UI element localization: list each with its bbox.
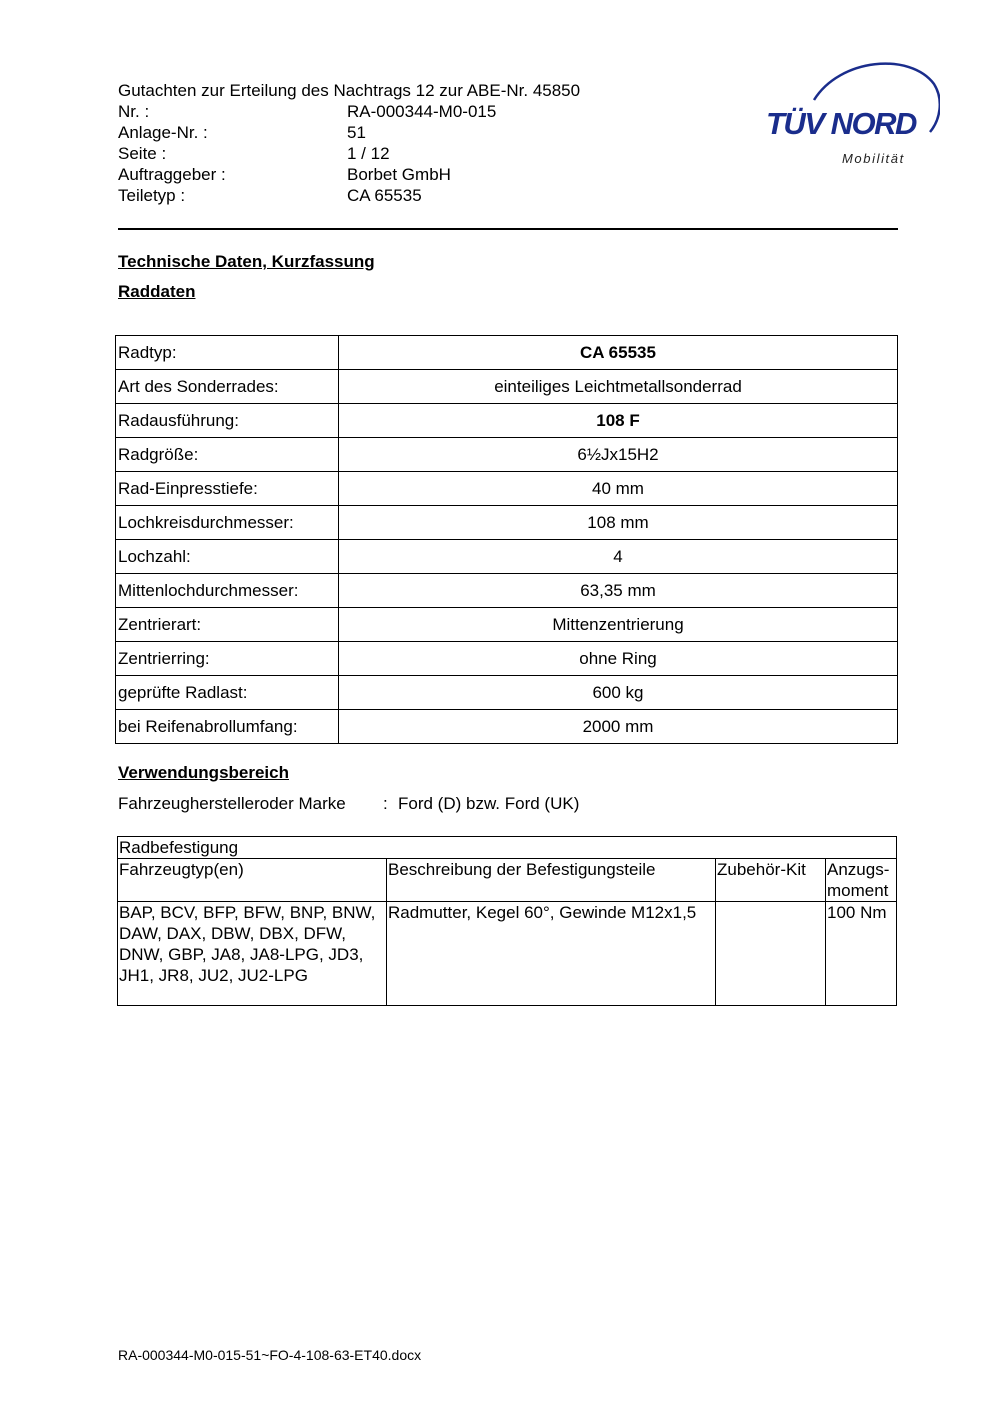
tuv-nord-logo — [760, 56, 940, 171]
table-row — [116, 370, 898, 404]
accessory-kit-cell — [716, 902, 826, 1006]
spec-value: 2000 mm — [339, 710, 898, 744]
table-row — [116, 404, 898, 438]
document-header — [118, 80, 580, 206]
spec-label: Rad-Einpresstiefe: — [116, 472, 339, 506]
fastener-description-cell: Radmutter, Kegel 60°, Gewinde M12x1,5 — [387, 902, 716, 1006]
table-row — [118, 902, 897, 1006]
section-heading-usage: Verwendungsbereich — [118, 763, 289, 782]
header-label: Seite : — [118, 144, 167, 163]
table-row — [116, 710, 898, 744]
spec-value: einteiliges Leichtmetallsonderrad — [339, 370, 898, 404]
logo-subtitle: Mobilität — [842, 151, 905, 166]
spec-label: bei Reifenabrollumfang: — [116, 710, 339, 744]
table-row — [116, 506, 898, 540]
spec-label: geprüfte Radlast: — [116, 676, 339, 710]
spec-label: Radgröße: — [116, 438, 339, 472]
header-label: Teiletyp : — [118, 186, 186, 205]
header-label: Auftraggeber : — [118, 165, 226, 184]
spec-value: 600 kg — [339, 676, 898, 710]
mounting-table — [117, 836, 897, 1006]
table-row — [116, 540, 898, 574]
section-heading-wheel: Raddaten — [118, 282, 196, 301]
spec-value: ohne Ring — [339, 642, 898, 676]
table-row — [116, 336, 898, 370]
header-value: RA-000344-M0-015 — [347, 102, 497, 121]
usage-separator: : — [383, 794, 388, 813]
document-title: Gutachten zur Erteilung des Nachtrags 12 zur ABE-Nr. 45850 — [118, 81, 581, 100]
table-row — [118, 837, 897, 859]
usage-line — [118, 794, 579, 814]
spec-value: 6½Jx15H2 — [339, 438, 898, 472]
section-heading-technical: Technische Daten, Kurzfassung — [118, 252, 375, 271]
spec-value: Mittenzentrierung — [339, 608, 898, 642]
header-value: CA 65535 — [347, 186, 422, 205]
spec-label: Zentrierart: — [116, 608, 339, 642]
header-value: 1 / 12 — [347, 144, 390, 163]
column-header: Zubehör-Kit — [716, 859, 826, 902]
table-row — [116, 608, 898, 642]
table-row — [116, 642, 898, 676]
spec-label: Lochkreisdurchmesser: — [116, 506, 339, 540]
spec-label: Lochzahl: — [116, 540, 339, 574]
spec-value: 63,35 mm — [339, 574, 898, 608]
header-row-teiletyp — [118, 185, 580, 206]
column-header: Fahrzeugtyp(en) — [118, 859, 387, 902]
header-row-nr — [118, 101, 580, 122]
table-row — [116, 472, 898, 506]
header-row-auftraggeber — [118, 164, 580, 185]
header-row-anlage — [118, 122, 580, 143]
header-row-seite — [118, 143, 580, 164]
header-label: Anlage-Nr. : — [118, 123, 208, 142]
table-row — [116, 676, 898, 710]
spec-label: Radtyp: — [116, 336, 339, 370]
torque-cell: 100 Nm — [826, 902, 897, 1006]
column-header: Anzugs-moment — [826, 859, 897, 902]
spec-label: Zentrierring: — [116, 642, 339, 676]
wheel-data-table — [115, 335, 898, 744]
spec-value: 108 mm — [339, 506, 898, 540]
header-value: Borbet GmbH — [347, 165, 451, 184]
spec-label: Art des Sonderrades: — [116, 370, 339, 404]
mounting-title: Radbefestigung — [118, 837, 897, 859]
column-header: Beschreibung der Befestigungsteile — [387, 859, 716, 902]
spec-value: 40 mm — [339, 472, 898, 506]
table-header-row — [118, 859, 897, 902]
spec-label: Radausführung: — [116, 404, 339, 438]
table-row — [116, 574, 898, 608]
spec-value: CA 65535 — [339, 336, 898, 370]
spec-value: 4 — [339, 540, 898, 574]
usage-value: Ford (D) bzw. Ford (UK) — [398, 794, 580, 813]
header-value: 51 — [347, 123, 366, 142]
header-divider — [118, 228, 898, 230]
table-row — [116, 438, 898, 472]
logo-brand: TÜV NORD — [766, 106, 916, 141]
spec-label: Mittenlochdurchmesser: — [116, 574, 339, 608]
usage-label: Fahrzeugherstelleroder Marke — [118, 794, 346, 813]
header-label: Nr. : — [118, 102, 150, 121]
vehicle-types-cell: BAP, BCV, BFP, BFW, BNP, BNW, DAW, DAX, DBW, DBX, DFW, DNW, GBP, JA8, JA8-LPG, JD3, JH1, JR8, JU2, JU2-LPG — [118, 902, 387, 1006]
footer-filename: RA-000344-M0-015-51~FO-4-108-63-ET40.docx — [118, 1347, 422, 1363]
spec-value: 108 F — [339, 404, 898, 438]
